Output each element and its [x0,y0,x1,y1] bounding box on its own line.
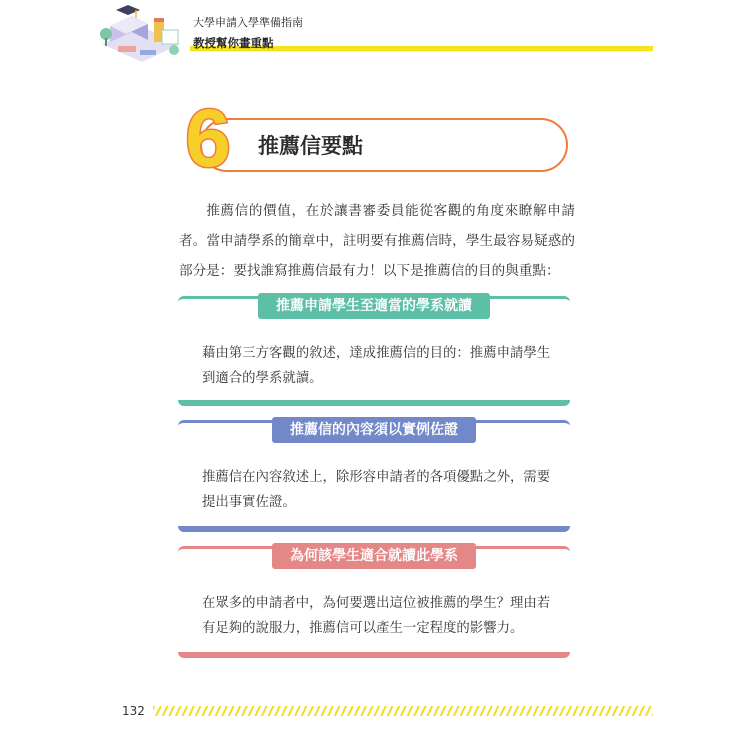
point-body: 藉由第三方客觀的敘述，達成推薦信的目的：推薦申請學生到適合的學系就讀。 [202,346,551,386]
book-subtitle: 教授幫你畫重點 [193,36,274,50]
intro-text: 推薦信的價值，在於讓書審委員能從客觀的角度來瞭解申請者。當申請學系的簡章中，註明要有推薦信時，學生最容易疑惑的部分是：要找誰寫推薦信最有力！以下是推薦信的目的與重點： [179,203,575,279]
point-body: 在眾多的申請者中，為何要選出這位被推薦的學生？理由若有足夠的說服力，推薦信可以產生一定程度的影響力。 [202,596,551,636]
point-body: 推薦信在內容敘述上，除形容申請者的各項優點之外，需要提出事實佐證。 [202,470,551,510]
intro-paragraph [179,196,575,286]
point-box-1 [178,296,570,406]
point-box-3 [178,546,570,658]
point-label: 為何該學生適合就讀此學系 [272,543,476,569]
point-label: 推薦申請學生至適當的學系就讀 [258,293,490,319]
page-number: 132 [122,704,145,718]
section-title: 推薦信要點 [258,133,363,158]
campus-illustration [96,4,184,74]
point-box-2 [178,420,570,532]
svg-text:6: 6 [185,94,231,178]
section-number [173,94,243,178]
section-title-capsule [200,118,568,172]
point-label: 推薦信的內容須以實例佐證 [272,417,476,443]
footer-hatch [153,706,653,716]
book-title: 大學申請入學準備指南 [193,16,303,29]
